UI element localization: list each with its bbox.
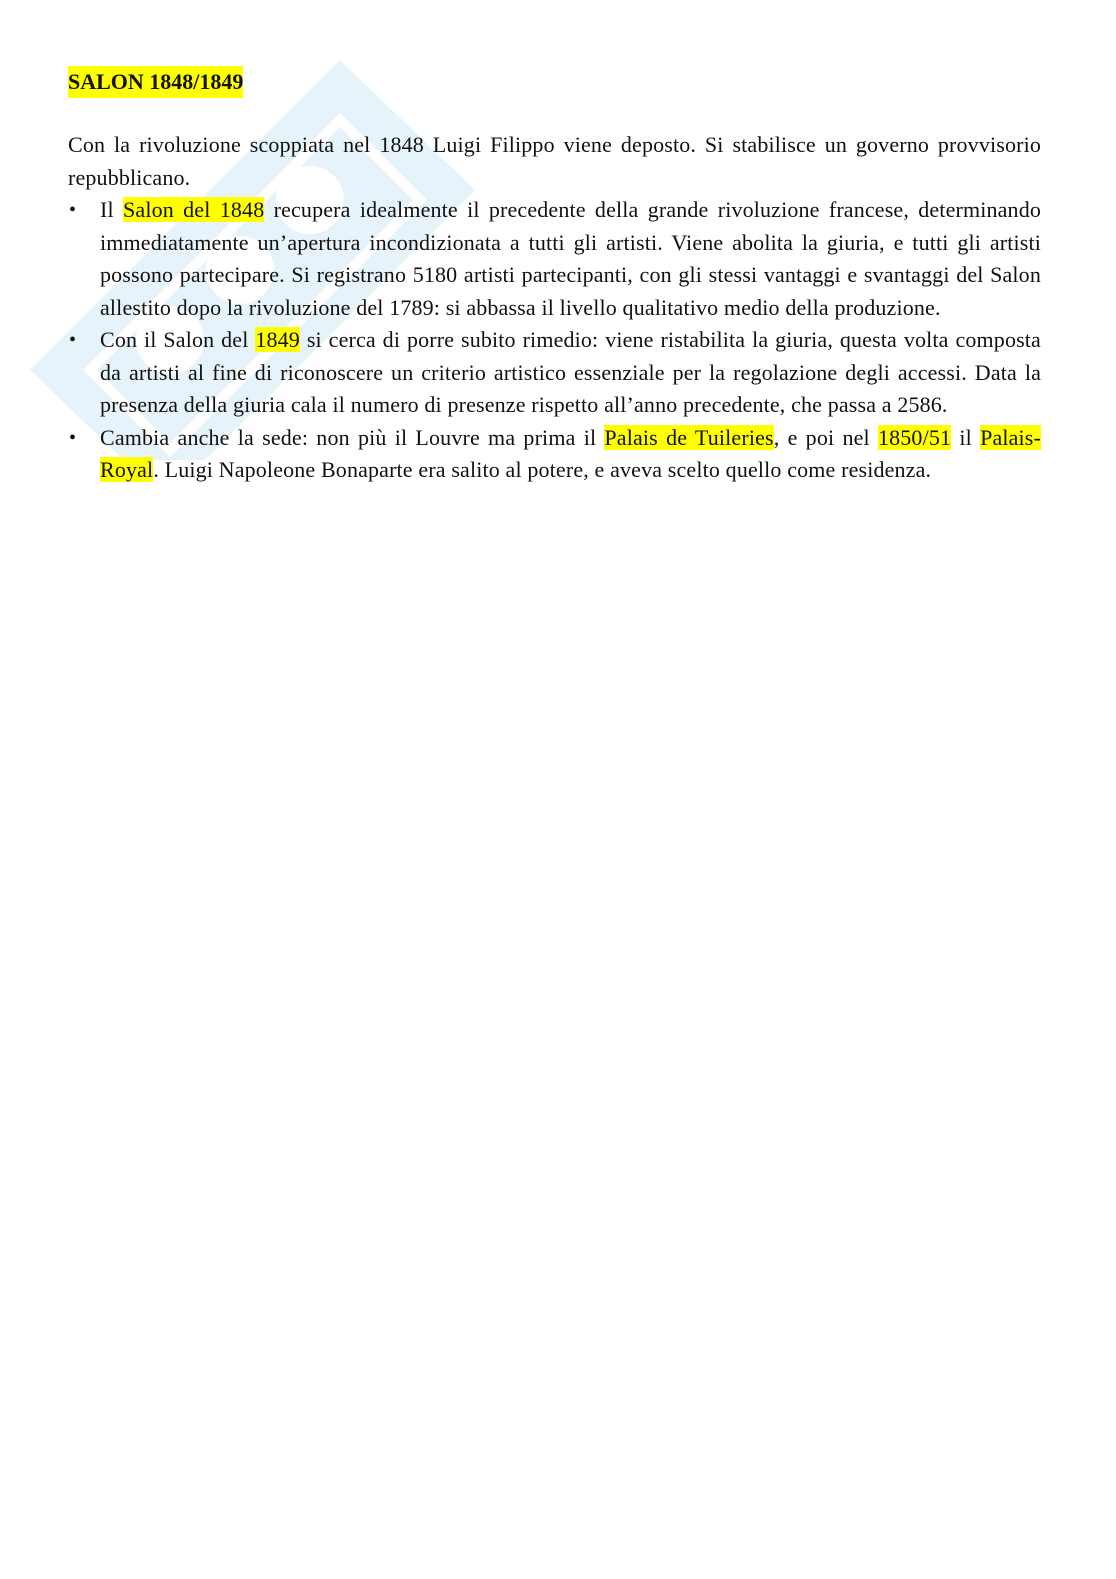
text-segment: Il xyxy=(100,197,124,222)
bullet-icon: • xyxy=(69,426,77,449)
highlighted-text: 1849 xyxy=(255,327,300,352)
bullet-icon: • xyxy=(69,329,77,351)
intro-paragraph: Con la rivoluzione scoppiata nel 1848 Luigi Filippo viene deposto. Si stabilisce un governo provvisorio repubblicano. xyxy=(68,132,1041,190)
list-item xyxy=(68,324,1041,422)
text-segment: Con il Salon del xyxy=(100,327,256,352)
text-segment: . Luigi Napoleone Bonaparte era salito al potere, e aveva scelto quello come residenza. xyxy=(153,457,932,482)
document-page xyxy=(68,66,1041,487)
list-item xyxy=(68,194,1041,324)
highlighted-text: Palais-Royal xyxy=(100,424,1041,482)
text-segment: recupera idealmente il precedente della grande rivoluzione francese, determinando immediatamente un’apertura incondizionata a tutti gli artisti. Viene abolita la giuria, e tutti gli artisti possono partecipare. Si registrano 5180 artisti partecipanti, con gli stessi vantaggi e svantaggi del Salon allestito dopo la rivoluzione del 1789: si abbassa il livello qualitativo medio della produzione. xyxy=(100,197,1041,320)
highlighted-text: 1850/51 xyxy=(877,424,952,450)
highlighted-text: Palais de Tuileries xyxy=(604,424,774,450)
highlighted-text: Salon del 1848 xyxy=(123,197,265,222)
text-segment: si cerca di porre subito rimedio: viene ristabilita la giuria, questa volta composta da artisti al fine di riconoscere un criterio artistico essenziale per la regolazione degli accessi. Data la presenza della giuria cala il numero di presenze rispetto all’anno precedente, che passa a 2586. xyxy=(100,327,1041,417)
list-item xyxy=(68,422,1041,487)
bullet-list xyxy=(68,194,1041,487)
text-segment: Cambia anche la sede: non più il Louvre ma prima il xyxy=(100,424,605,450)
text-segment: il xyxy=(951,424,981,450)
bullet-icon: • xyxy=(69,199,77,221)
page-title: SALON 1848/1849 xyxy=(68,66,243,98)
text-segment: , e poi nel xyxy=(773,424,878,450)
